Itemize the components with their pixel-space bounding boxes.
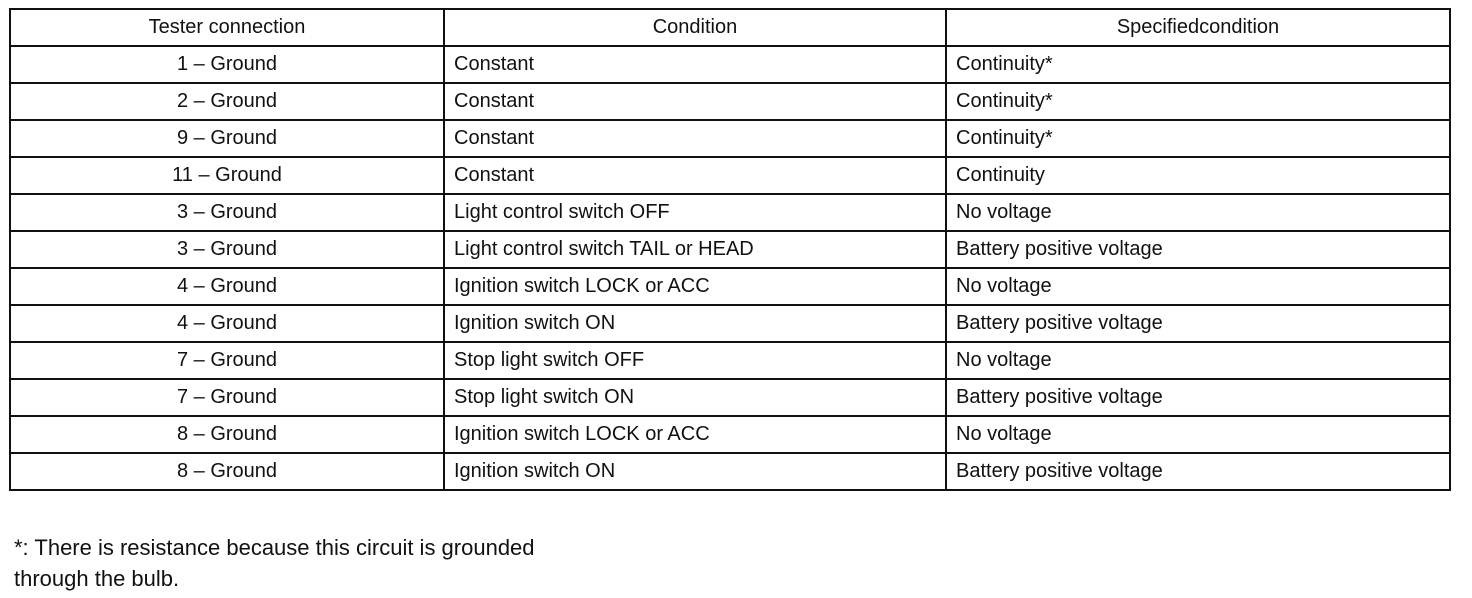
- table-row: [10, 342, 1450, 379]
- condition-cell: Ignition switch ON: [444, 305, 946, 342]
- condition-cell: Ignition switch LOCK or ACC: [444, 416, 946, 453]
- header-condition: Condition: [444, 9, 946, 46]
- specified-condition-cell: Continuity*: [946, 83, 1450, 120]
- tester-connection-cell: 4 – Ground: [10, 268, 444, 305]
- specified-condition-cell: Battery positive voltage: [946, 453, 1450, 490]
- specification-table: [9, 8, 1451, 491]
- footnote-line-2: through the bulb.: [14, 566, 180, 591]
- condition-cell: Constant: [444, 46, 946, 83]
- condition-cell: Constant: [444, 83, 946, 120]
- condition-cell: Constant: [444, 120, 946, 157]
- table-row: [10, 231, 1450, 268]
- table-row: [10, 268, 1450, 305]
- header-tester-connection: Tester connection: [10, 9, 444, 46]
- specified-condition-cell: Battery positive voltage: [946, 379, 1450, 416]
- tester-connection-cell: 1 – Ground: [10, 46, 444, 83]
- tester-connection-cell: 7 – Ground: [10, 379, 444, 416]
- tester-connection-cell: 3 – Ground: [10, 231, 444, 268]
- condition-cell: Light control switch OFF: [444, 194, 946, 231]
- specified-condition-cell: No voltage: [946, 416, 1450, 453]
- table-row: [10, 120, 1450, 157]
- specified-condition-cell: Battery positive voltage: [946, 305, 1450, 342]
- table-row: [10, 379, 1450, 416]
- table-header-row: [10, 9, 1450, 46]
- tester-connection-cell: 9 – Ground: [10, 120, 444, 157]
- table-row: [10, 453, 1450, 490]
- condition-cell: Constant: [444, 157, 946, 194]
- tester-connection-cell: 2 – Ground: [10, 83, 444, 120]
- table-row: [10, 305, 1450, 342]
- tester-connection-cell: 8 – Ground: [10, 453, 444, 490]
- specified-condition-cell: Continuity*: [946, 46, 1450, 83]
- table-row: [10, 157, 1450, 194]
- specified-condition-cell: No voltage: [946, 194, 1450, 231]
- footnote-line-1: *: There is resistance because this circuit is grounded: [14, 535, 535, 560]
- condition-cell: Light control switch TAIL or HEAD: [444, 231, 946, 268]
- specified-condition-cell: No voltage: [946, 268, 1450, 305]
- specified-condition-cell: Continuity*: [946, 120, 1450, 157]
- header-specified-condition: Specifiedcondition: [946, 9, 1450, 46]
- specified-condition-cell: Battery positive voltage: [946, 231, 1450, 268]
- footnote: [14, 532, 914, 594]
- table-row: [10, 83, 1450, 120]
- tester-connection-cell: 7 – Ground: [10, 342, 444, 379]
- tester-connection-cell: 3 – Ground: [10, 194, 444, 231]
- table-row: [10, 416, 1450, 453]
- tester-connection-cell: 11 – Ground: [10, 157, 444, 194]
- tester-connection-cell: 4 – Ground: [10, 305, 444, 342]
- condition-cell: Ignition switch ON: [444, 453, 946, 490]
- condition-cell: Ignition switch LOCK or ACC: [444, 268, 946, 305]
- condition-cell: Stop light switch OFF: [444, 342, 946, 379]
- condition-cell: Stop light switch ON: [444, 379, 946, 416]
- table-row: [10, 46, 1450, 83]
- specified-condition-cell: No voltage: [946, 342, 1450, 379]
- table-row: [10, 194, 1450, 231]
- specified-condition-cell: Continuity: [946, 157, 1450, 194]
- tester-connection-cell: 8 – Ground: [10, 416, 444, 453]
